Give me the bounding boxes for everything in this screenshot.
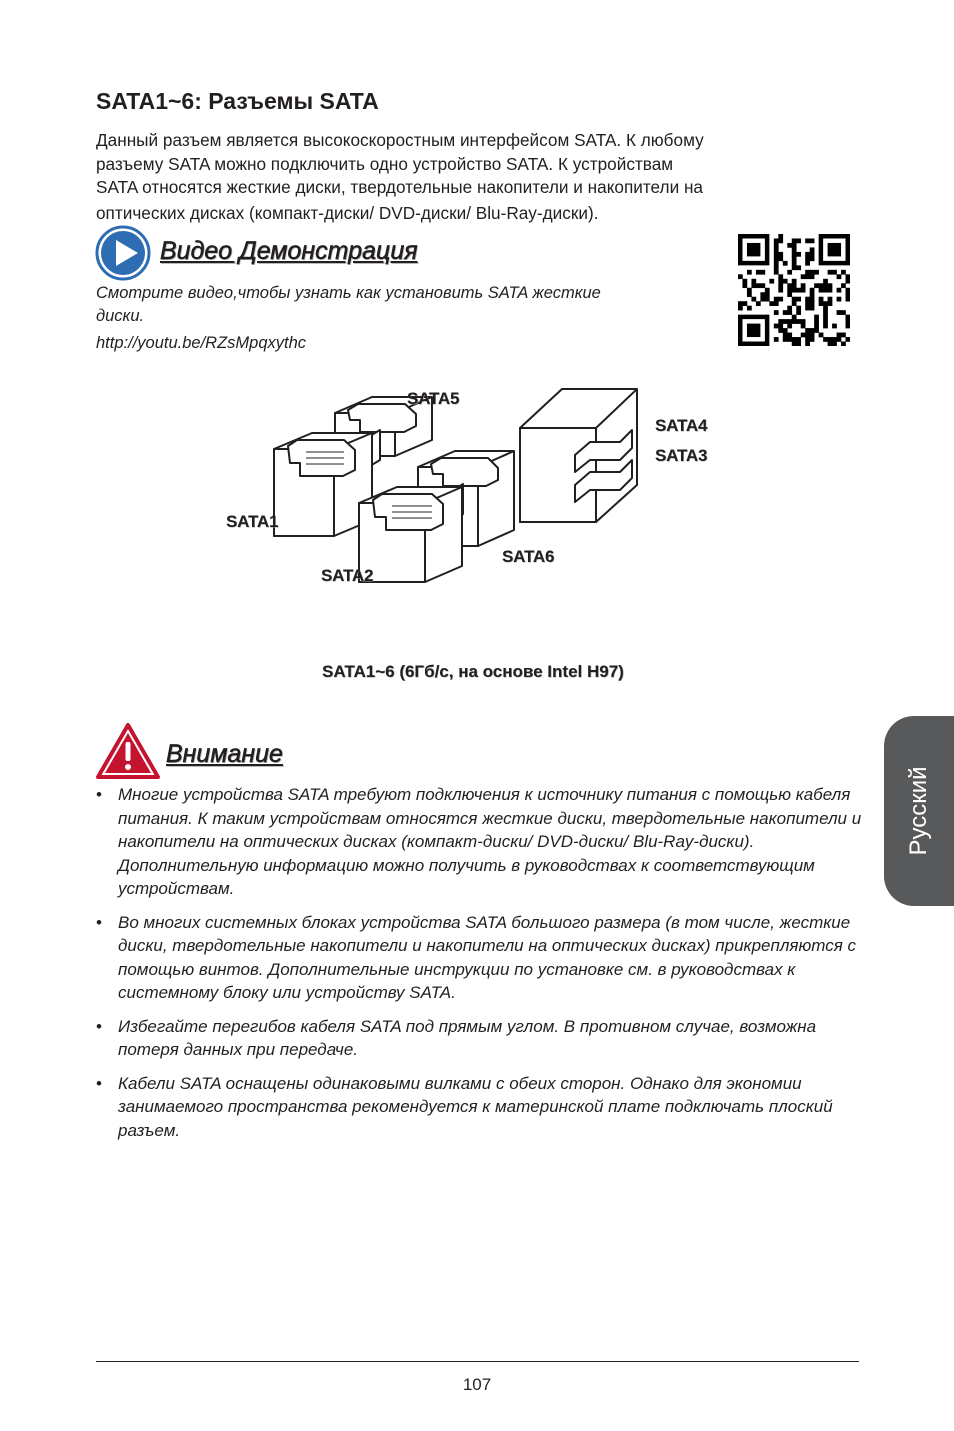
list-item xyxy=(96,783,866,901)
sata4-label: SATA4 xyxy=(655,416,708,435)
page-number: 107 xyxy=(462,1375,492,1394)
video-description xyxy=(96,282,686,328)
intro-line: Данный разъем является высокоскоростным интерфейсом SATA. К любому xyxy=(96,130,704,150)
sata3-label: SATA3 xyxy=(655,446,708,465)
warning-list xyxy=(96,783,866,1152)
language-side-tab-label: Русский xyxy=(905,766,932,856)
intro-line: оптических дисках (компакт-диски/ DVD-диски/ Blu-Ray-диски). xyxy=(96,202,599,223)
sata6-label: SATA6 xyxy=(502,547,555,566)
list-item xyxy=(96,1015,866,1062)
video-heading: Видео Демонстрация xyxy=(160,237,418,265)
list-item-text: Кабели SATA оснащены одинаковыми вилками с обеих сторон. Однако для экономии занимаемого пространства рекомендуется к материнской плате подключать плоский разъем. xyxy=(118,1073,833,1140)
list-item-text: Избегайте перегибов кабеля SATA под прямым углом. В противном случае, возможна потеря данных при передаче. xyxy=(118,1016,817,1059)
list-item xyxy=(96,911,866,1005)
sata5-label: SATA5 xyxy=(407,389,460,408)
warning-heading: Внимание xyxy=(166,740,283,768)
qr-code-icon xyxy=(738,234,850,346)
sata1-label: SATA1 xyxy=(226,512,279,531)
bullet-marker: • xyxy=(96,1016,102,1036)
video-description-line: диски. xyxy=(96,307,145,325)
intro-paragraph xyxy=(96,129,836,225)
video-url-link[interactable]: http://youtu.be/RZsMpqxythc xyxy=(96,334,307,352)
play-icon[interactable] xyxy=(95,225,151,281)
list-item xyxy=(96,1072,866,1143)
intro-line: SATA относятся жесткие диски, твердотельные накопители и накопители на xyxy=(96,177,703,197)
footer-divider xyxy=(96,1361,859,1362)
intro-line: разъему SATA можно подключить одно устройство SATA. К устройствам xyxy=(96,153,674,174)
sata2-connector xyxy=(359,487,462,582)
warning-triangle-icon xyxy=(95,722,161,780)
sata1-connector xyxy=(274,433,372,536)
video-description-line: Смотрите видео,чтобы узнать как установить SATA жесткие xyxy=(96,284,601,302)
bullet-marker: • xyxy=(96,785,102,804)
list-item-text: Во многих системных блоках устройства SATA большого размера (в том числе, жесткие диски, твердотельные накопители и накопители на оптических дисках) прикрепляются с помощью винтов. Дополнительные инструкции по установке см. в руководствах к системному блоку или устройству SATA. xyxy=(118,912,857,1002)
list-item-text: Многие устройства SATA требуют подключения к источнику питания с помощью кабеля питания. К таким устройствам относятся жесткие диски, твердотельные накопители и накопители на оптических дисках (компакт-диски/ DVD-диски/ Blu-Ray-диски). Дополнительную информацию можно получить в руководствах к соответствующим устройствам. xyxy=(118,785,862,898)
sata3-sata4-connector xyxy=(520,389,637,522)
bullet-marker: • xyxy=(96,1073,102,1093)
sata2-label: SATA2 xyxy=(321,566,374,585)
diagram-caption: SATA1~6 (6Гб/с, на основе Intel H97) xyxy=(322,662,624,681)
section-title: SATA1~6: Разъемы SATA xyxy=(96,88,379,114)
language-side-tab xyxy=(884,716,954,906)
bullet-marker: • xyxy=(96,912,102,932)
